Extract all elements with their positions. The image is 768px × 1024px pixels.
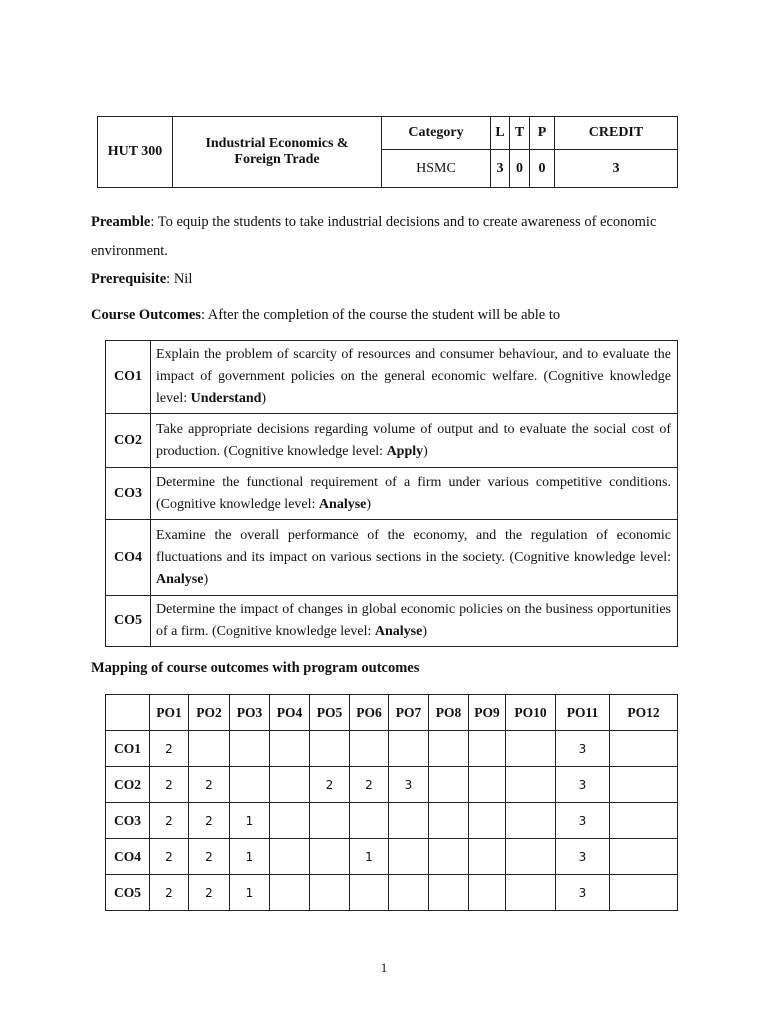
table-row (106, 468, 678, 520)
l-label: L (491, 117, 510, 150)
table-header-row (106, 695, 678, 731)
po-column-header: PO12 (610, 695, 678, 731)
mapping-cell: 2 (189, 875, 230, 911)
mapping-cell (469, 875, 506, 911)
table-row (106, 596, 678, 647)
credit-label: CREDIT (555, 117, 678, 150)
course-header-table (97, 116, 678, 188)
mapping-cell (506, 875, 556, 911)
mapping-cell: 2 (189, 767, 230, 803)
mapping-cell: 2 (150, 767, 189, 803)
mapping-cell (429, 839, 469, 875)
course-outcomes-label: Course Outcomes (91, 307, 201, 323)
co-row-header: CO5 (106, 875, 150, 911)
po-column-header: PO2 (189, 695, 230, 731)
table-row (106, 803, 678, 839)
co-id: CO4 (106, 520, 151, 596)
po-column-header: PO1 (150, 695, 189, 731)
preamble-line2: environment. (91, 243, 168, 259)
mapping-cell (270, 731, 310, 767)
mapping-cell: 3 (556, 767, 610, 803)
po-column-header: PO5 (310, 695, 350, 731)
mapping-cell (230, 731, 270, 767)
table-row (106, 520, 678, 596)
mapping-cell: 2 (350, 767, 389, 803)
mapping-cell: 1 (230, 875, 270, 911)
co-id: CO3 (106, 468, 151, 520)
mapping-cell (610, 803, 678, 839)
mapping-cell (506, 803, 556, 839)
p-label: P (530, 117, 555, 150)
mapping-cell (389, 875, 429, 911)
table-row (106, 839, 678, 875)
credit-value: 3 (555, 150, 678, 188)
co-row-header: CO3 (106, 803, 150, 839)
t-label: T (510, 117, 530, 150)
p-value: 0 (530, 150, 555, 188)
co-row-header: CO4 (106, 839, 150, 875)
mapping-cell (429, 875, 469, 911)
mapping-cell (610, 767, 678, 803)
category-value: HSMC (382, 150, 491, 188)
prerequisite-label: Prerequisite (91, 271, 167, 287)
mapping-cell: 2 (150, 875, 189, 911)
mapping-cell (389, 731, 429, 767)
co-description: Determine the functional requirement of a firm under various competitive conditions. (Cognitive knowledge level: Analyse) (151, 468, 678, 520)
po-column-header: PO4 (270, 695, 310, 731)
mapping-cell (310, 803, 350, 839)
mapping-cell (310, 875, 350, 911)
table-row (106, 341, 678, 414)
prerequisite (91, 269, 192, 289)
mapping-cell (350, 875, 389, 911)
co-id: CO2 (106, 414, 151, 468)
preamble-label: Preamble (91, 214, 151, 230)
course-title-line1: Industrial Economics & (205, 136, 349, 151)
mapping-cell: 3 (556, 803, 610, 839)
prerequisite-text: : Nil (166, 271, 193, 287)
co-description: Determine the impact of changes in global economic policies on the business opportunities of a firm. (Cognitive knowledge level: Analyse) (151, 596, 678, 647)
mapping-cell (389, 803, 429, 839)
mapping-cell: 1 (230, 803, 270, 839)
mapping-cell (189, 731, 230, 767)
mapping-cell: 2 (150, 731, 189, 767)
mapping-cell: 3 (556, 731, 610, 767)
mapping-cell (469, 803, 506, 839)
mapping-cell: 3 (556, 839, 610, 875)
l-value: 3 (491, 150, 510, 188)
mapping-cell (506, 839, 556, 875)
course-title (173, 117, 382, 188)
co-description: Explain the problem of scarcity of resources and consumer behaviour, and to evaluate the impact of government policies on the general economic welfare. (Cognitive knowledge level: Understand) (151, 341, 678, 414)
mapping-cell: 2 (310, 767, 350, 803)
category-label: Category (382, 117, 491, 150)
mapping-cell: 2 (189, 803, 230, 839)
mapping-cell (270, 767, 310, 803)
co-row-header: CO1 (106, 731, 150, 767)
mapping-cell: 1 (350, 839, 389, 875)
mapping-cell: 1 (230, 839, 270, 875)
mapping-cell (230, 767, 270, 803)
mapping-cell: 3 (389, 767, 429, 803)
table-row (106, 731, 678, 767)
co-id: CO5 (106, 596, 151, 647)
corner-cell (106, 695, 150, 731)
mapping-cell: 3 (556, 875, 610, 911)
mapping-cell (610, 731, 678, 767)
mapping-cell (310, 731, 350, 767)
co-po-mapping-table (105, 694, 678, 911)
t-value: 0 (510, 150, 530, 188)
co-description: Examine the overall performance of the economy, and the regulation of economic fluctuations and its impact on various sections in the society. (Cognitive knowledge level: Analyse) (151, 520, 678, 596)
mapping-cell: 2 (150, 803, 189, 839)
mapping-cell (506, 767, 556, 803)
po-column-header: PO10 (506, 695, 556, 731)
mapping-cell (389, 839, 429, 875)
page-number: 1 (380, 960, 388, 975)
po-column-header: PO8 (429, 695, 469, 731)
mapping-cell (429, 731, 469, 767)
preamble-text: : To equip the students to take industrial decisions and to create awareness of economic (150, 214, 657, 230)
mapping-cell (506, 731, 556, 767)
course-code: HUT 300 (98, 117, 173, 188)
mapping-cell: 2 (189, 839, 230, 875)
po-column-header: PO3 (230, 695, 270, 731)
mapping-cell (429, 803, 469, 839)
po-column-header: PO6 (350, 695, 389, 731)
mapping-cell (310, 839, 350, 875)
co-id: CO1 (106, 341, 151, 414)
po-column-header: PO9 (469, 695, 506, 731)
course-outcomes-text: : After the completion of the course the student will be able to (200, 307, 561, 323)
mapping-cell (350, 803, 389, 839)
table-row (106, 414, 678, 468)
mapping-cell (270, 875, 310, 911)
mapping-cell (469, 767, 506, 803)
po-column-header: PO11 (556, 695, 610, 731)
po-column-header: PO7 (389, 695, 429, 731)
table-row (106, 767, 678, 803)
mapping-cell (270, 839, 310, 875)
course-title-line2: Foreign Trade (234, 152, 320, 167)
course-outcomes-intro (91, 305, 560, 325)
mapping-title: Mapping of course outcomes with program outcomes (91, 660, 420, 676)
mapping-cell (350, 731, 389, 767)
co-row-header: CO2 (106, 767, 150, 803)
mapping-cell (469, 731, 506, 767)
mapping-cell (469, 839, 506, 875)
mapping-cell (610, 875, 678, 911)
table-row (106, 875, 678, 911)
course-outcomes-table (105, 340, 678, 647)
preamble (91, 212, 656, 232)
co-description: Take appropriate decisions regarding volume of output and to evaluate the social cost of production. (Cognitive knowledge level: Apply) (151, 414, 678, 468)
mapping-cell: 2 (150, 839, 189, 875)
mapping-cell (610, 839, 678, 875)
mapping-cell (429, 767, 469, 803)
mapping-cell (270, 803, 310, 839)
